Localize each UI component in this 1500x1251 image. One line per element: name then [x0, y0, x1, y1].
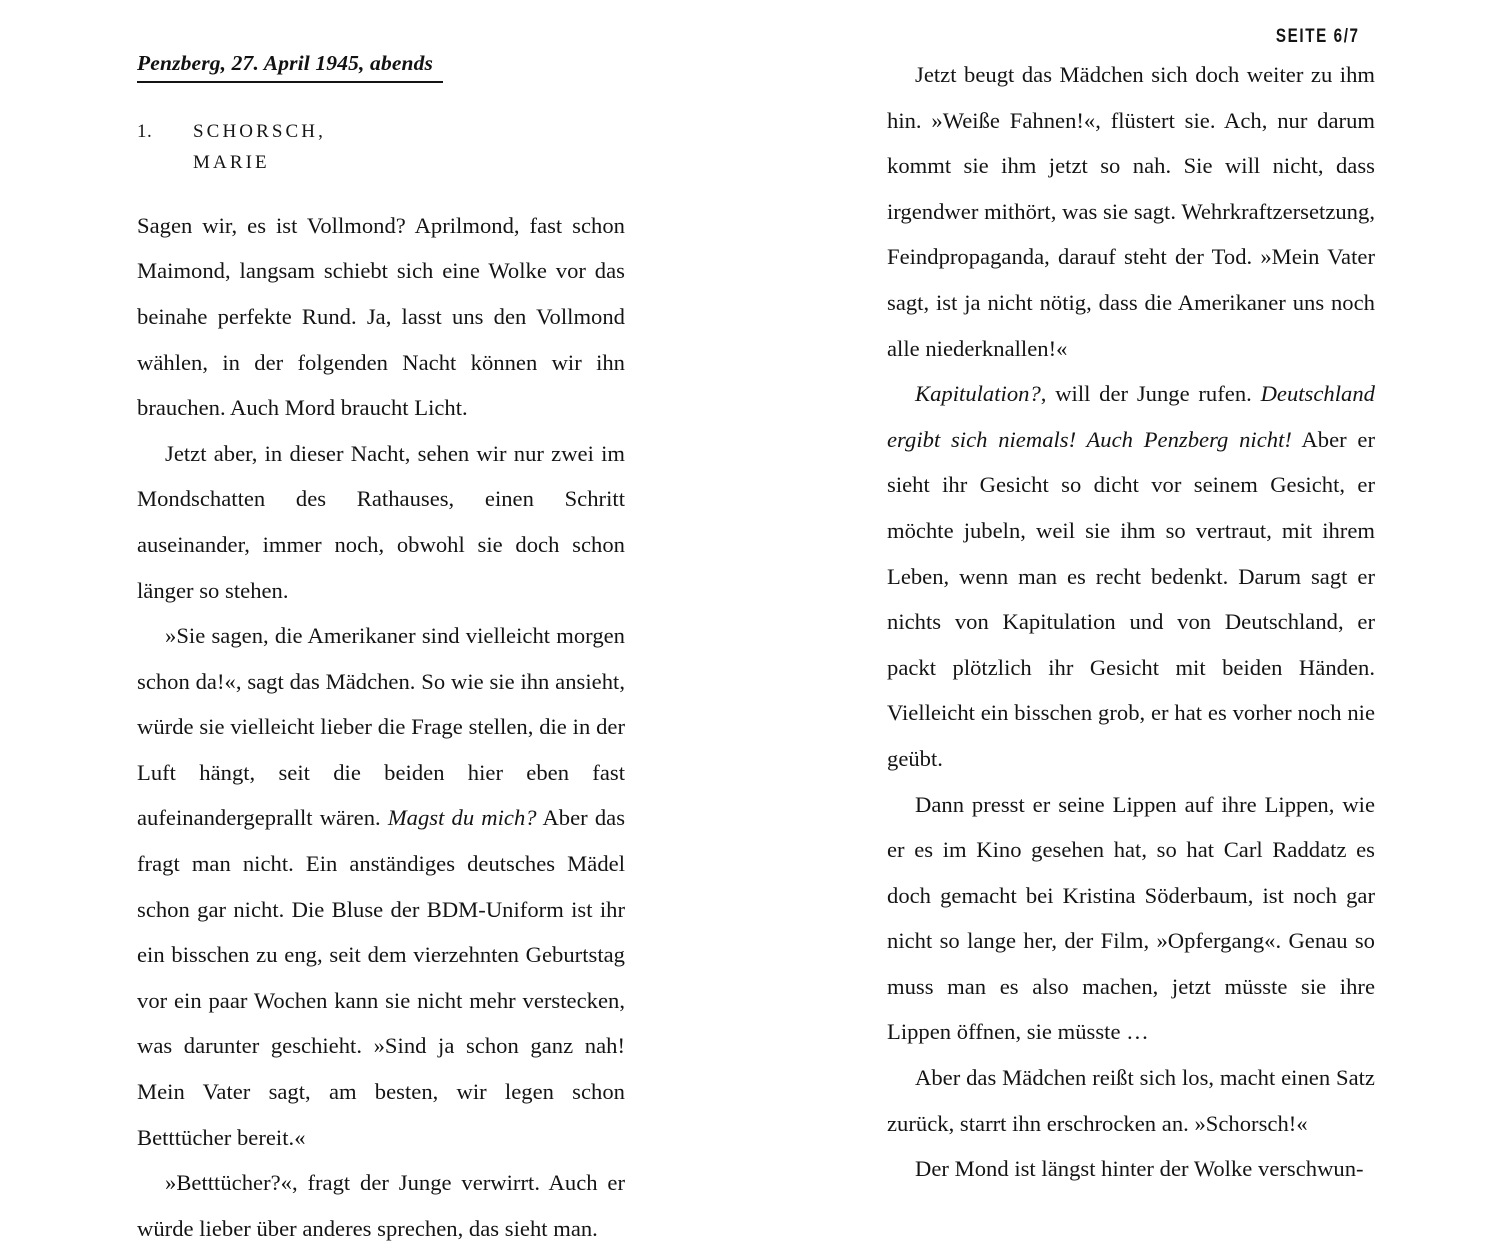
paragraph — [887, 1055, 1375, 1146]
emphasis-text: Kapitulation? — [915, 381, 1041, 407]
paragraph — [887, 782, 1375, 1056]
body-text: , will der Junge rufen. — [1040, 381, 1261, 407]
body-text: »Betttücher?«, fragt der Junge verwirrt. Auch er würde lieber über anderes sprechen, das sieht man. — [137, 1170, 625, 1241]
body-text: Aber das Mädchen reißt sich los, macht einen Satz zurück, starrt ihn erschrocken an. »Schorsch!« — [887, 1065, 1375, 1136]
paragraph — [137, 613, 625, 1160]
body-text: Jetzt aber, in dieser Nacht, sehen wir nur zwei im Mondschatten des Rathauses, einen Schritt auseinander, immer noch, obwohl sie doch schon länger so stehen. — [137, 440, 625, 603]
right-column-body — [887, 52, 1375, 1192]
paragraph — [137, 431, 625, 613]
body-text: Aber das fragt man nicht. Ein anständiges deutsches Mädel schon gar nicht. Die Bluse der BDM-Uniform ist ihr ein bisschen zu eng, seit dem vierzehnten Geburtstag vor ein paar Wochen kann sie nicht mehr verstecken, was darunter geschieht. »Sind ja schon ganz nah! Mein Vater sagt, am besten, wir legen schon Betttücher bereit.« — [137, 805, 626, 1150]
chapter-title-line-2: MARIE — [193, 152, 270, 173]
paragraph — [887, 371, 1375, 781]
running-head-page-number: SEITE 6/7 — [1276, 26, 1360, 47]
body-text: Aber er sieht ihr Gesicht so dicht vor seinem Gesicht, er möchte jubeln, weil sie ihm so vertraut, mit ihrem Leben, wenn man es recht bedenkt. Darum sagt er nichts von Kapitulation und von Deutschland, er packt plötzlich ihr Gesicht mit beiden Händen. Vielleicht ein bisschen grob, er hat es vorher noch nie geübt. — [887, 426, 1375, 771]
chapter-heading — [137, 117, 625, 179]
emphasis-text: Deutschland ergibt sich niemals! Auch Penzberg nicht! — [887, 381, 1375, 452]
dateline-text: Penzberg, 27. April 1945, abends — [137, 51, 434, 75]
right-page-column — [887, 52, 1375, 1192]
body-text: Sagen wir, es ist Vollmond? Aprilmond, fast schon Maimond, langsam schiebt sich eine Wolke vor das beinahe perfekte Rund. Ja, lasst uns den Vollmond wählen, in der folgenden Nacht können wir ihn brauchen. Auch Mord braucht Licht. — [137, 212, 625, 421]
paragraph — [887, 1146, 1375, 1192]
body-text: Jetzt beugt das Mädchen sich doch weiter zu ihm hin. »Weiße Fahnen!«, flüstert sie. Ach, nur darum kommt sie ihm jetzt so nah. Sie will nicht, dass irgendwer mithört, was sie sagt. Wehrkraftzersetzung, Feindpropaganda, darauf steht der Tod. »Mein Vater sagt, ist ja nicht nötig, dass die Amerikaner uns noch alle niederknallen!« — [887, 62, 1375, 361]
body-text: Dann presst er seine Lippen auf ihre Lippen, wie er es im Kino gesehen hat, so hat Carl Raddatz es doch gemacht bei Kristina Söderbaum, ist noch gar nicht so lange her, der Film, »Opfergang«. Genau so muss man es also machen, jetzt müsste sie ihre Lippen öffnen, sie müsste … — [887, 791, 1375, 1045]
paragraph — [887, 52, 1375, 371]
paragraph — [137, 203, 625, 431]
chapter-title-line-1: SCHORSCH, — [193, 121, 326, 143]
left-page-column — [137, 52, 625, 1251]
chapter-number: 1. — [137, 121, 153, 143]
body-text: »Sie sagen, die Amerikaner sind vielleicht morgen schon da!«, sagt das Mädchen. So wie sie ihn ansieht, würde sie vielleicht lieber die Frage stellen, die in der Luft hängt, seit die beiden hier eben fast aufeinandergeprallt wären. — [137, 623, 625, 831]
dateline-block — [137, 52, 625, 83]
left-column-body — [137, 203, 625, 1251]
body-text: Der Mond ist längst hinter der Wolke verschwun- — [915, 1156, 1364, 1182]
dateline-rule — [137, 81, 443, 84]
emphasis-text: Magst du mich? — [387, 805, 537, 831]
paragraph — [137, 1160, 625, 1251]
